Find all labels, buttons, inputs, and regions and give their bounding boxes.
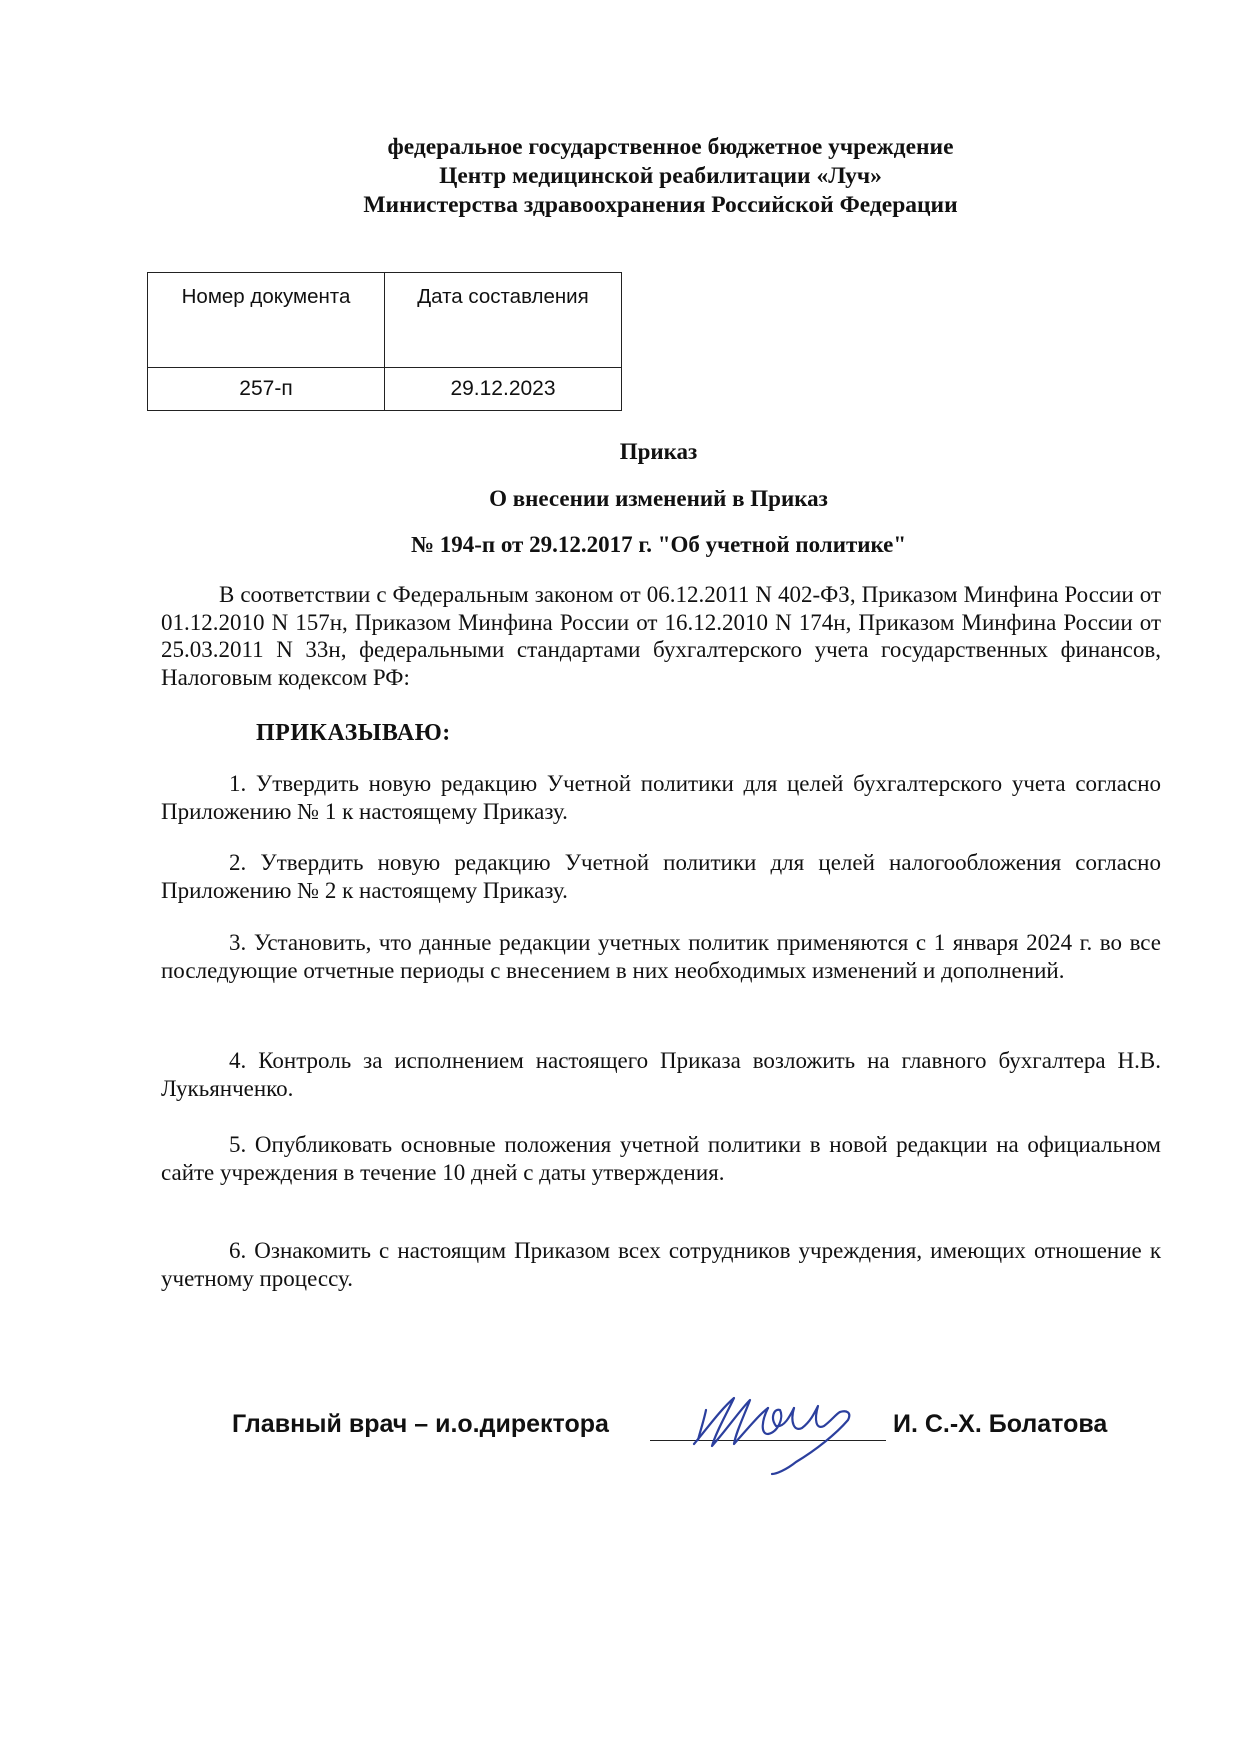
signatory-name: И. С.-Х. Болатова	[893, 1410, 1108, 1438]
order-item-1: 1. Утвердить новую редакцию Учетной политики для целей бухгалтерского учета согласно Приложению № 1 к настоящему Приказу.	[161, 771, 1161, 824]
signatory-position: Главный врач – и.о.директора	[232, 1410, 609, 1438]
handwritten-signature	[676, 1370, 881, 1480]
order-item-4: 4. Контроль за исполнением настоящего Приказа возложить на главного бухгалтера Н.В. Лукьянченко.	[161, 1048, 1161, 1101]
organization-header	[0, 133, 1241, 220]
order-item-2: 2. Утвердить новую редакцию Учетной политики для целей налогообложения согласно Приложению № 2 к настоящему Приказу.	[161, 850, 1161, 903]
order-item-5: 5. Опубликовать основные положения учетной политики в новой редакции на официальном сайте учреждения в течение 10 дней с даты утверждения.	[161, 1132, 1161, 1185]
order-subject-line-1: О внесении изменений в Приказ	[489, 486, 828, 511]
doc-number-value: 257-п	[148, 368, 385, 411]
intro-paragraph: В соответствии с Федеральным законом от 06.12.2011 N 402-ФЗ, Приказом Минфина России от 01.12.2010 N 157н, Приказом Минфина России от 16.12.2010 N 174н, Приказом Минфина России от 25.03.2011 N 33н, федеральными стандартами бухгалтерского учета государственных финансов, Налоговым кодексом РФ:	[161, 582, 1161, 690]
document-info-table	[147, 272, 622, 411]
doc-date-header: Дата составления	[385, 273, 622, 368]
signature-block	[0, 1407, 1241, 1487]
org-line-3: Министерства здравоохранения Российской Федерации	[363, 192, 958, 218]
order-item-6: 6. Ознакомить с настоящим Приказом всех сотрудников учреждения, имеющих отношение к учетному процессу.	[161, 1238, 1161, 1291]
doc-date-value: 29.12.2023	[385, 368, 622, 411]
order-title: Приказ	[619, 439, 698, 464]
doc-number-header: Номер документа	[148, 273, 385, 368]
org-line-2: Центр медицинской реабилитации «Луч»	[439, 163, 882, 189]
order-subject-line-2: № 194-п от 29.12.2017 г. "Об учетной политике"	[410, 532, 907, 557]
org-line-1: федеральное государственное бюджетное учреждение	[387, 134, 954, 160]
order-word: ПРИКАЗЫВАЮ:	[256, 720, 451, 746]
order-item-3: 3. Установить, что данные редакции учетных политик применяются с 1 января 2024 г. во все последующие отчетные периоды с внесением в них необходимых изменений и дополнений.	[161, 930, 1161, 983]
